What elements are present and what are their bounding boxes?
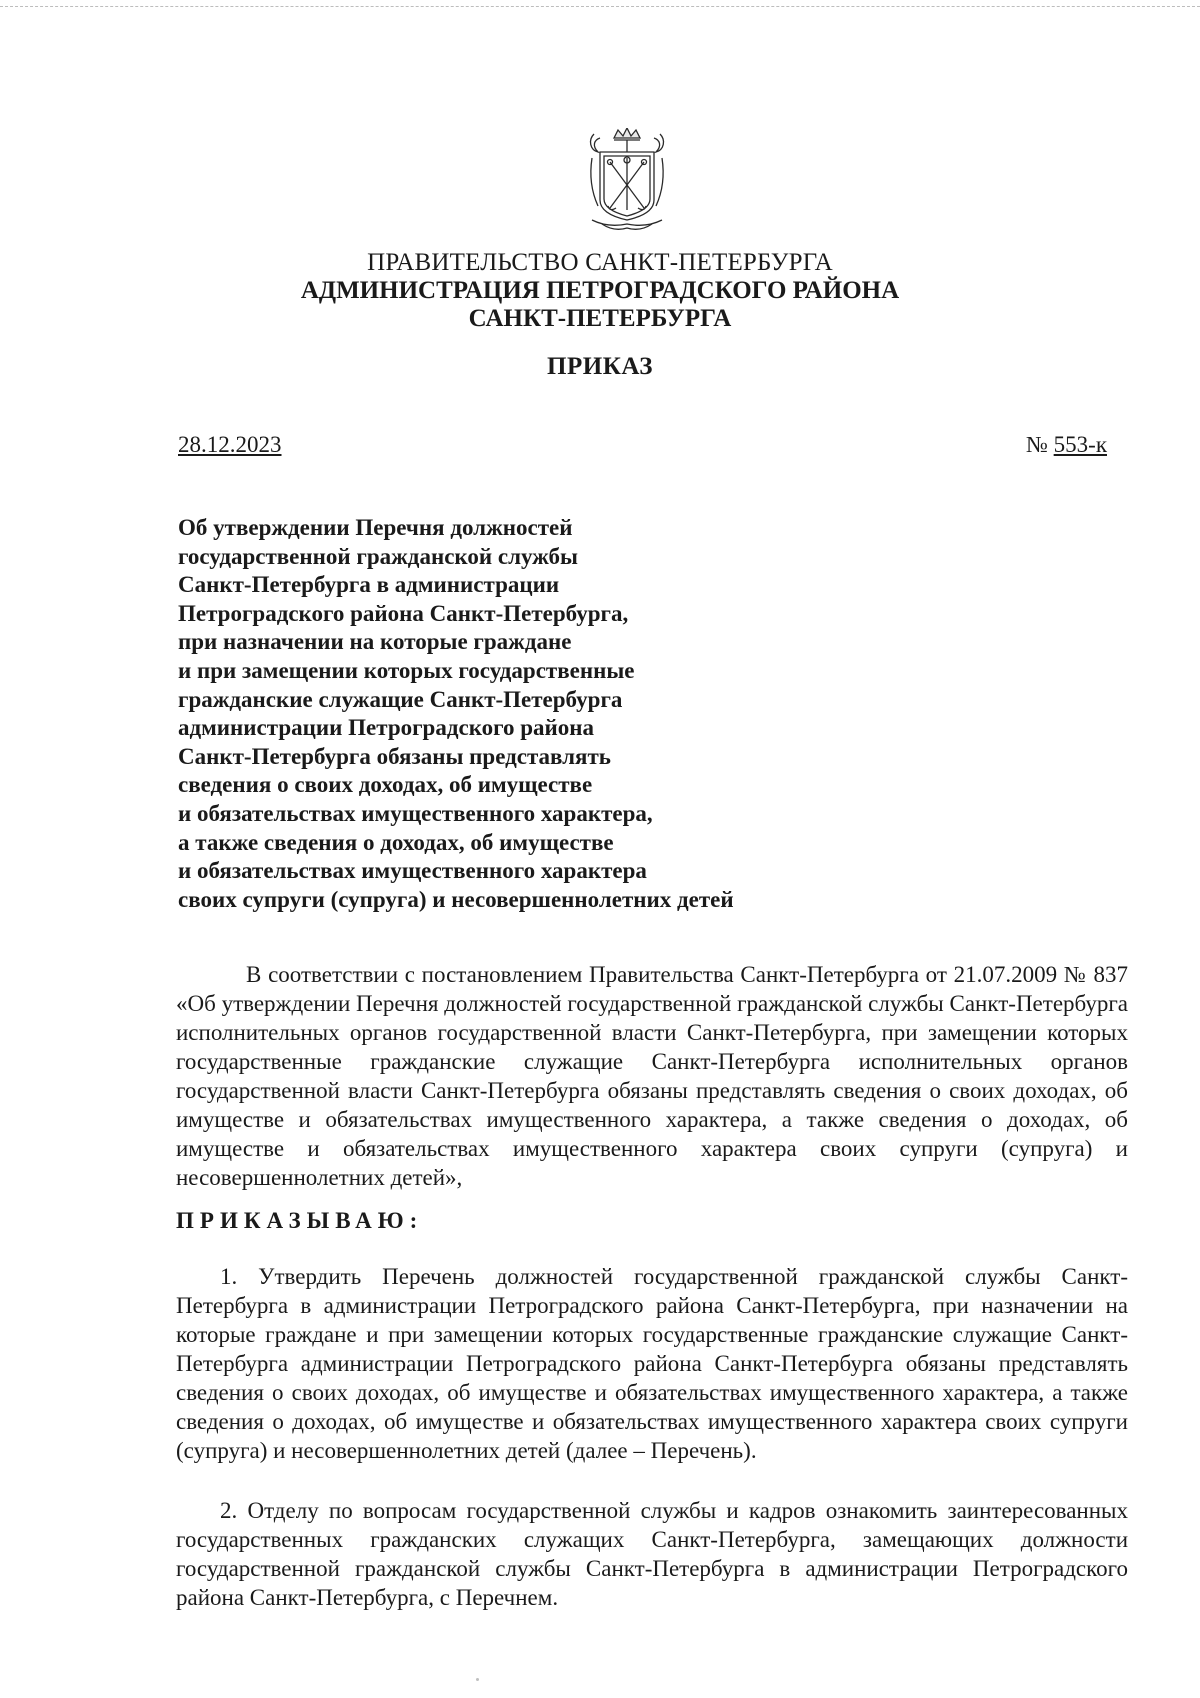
order-item-1: 1. Утвердить Перечень должностей государственной гражданской службы Санкт-Петербурга в администрации Петроградского района Санкт-Петербурга, при назначении на которые граждане и при замещении которых государственные гражданские служащие Санкт-Петербурга администрации Петроградского района Санкт-Петербурга обязаны представлять сведения о своих доходах, об имуществе и обязательствах имущественного характера, а также сведения о доходах, об имуществе и обязательствах имущественного характера своих супруги (супруга) и несовершеннолетних детей (далее – Перечень). xyxy=(176,1264,1128,1463)
subject-line: и обязательствах имущественного характера, xyxy=(178,800,653,826)
document-date: 28.12.2023 xyxy=(178,432,282,457)
subject-line: Санкт-Петербурга в администрации xyxy=(178,572,560,598)
administration-name-line-2: САНКТ-ПЕТЕРБУРГА xyxy=(468,305,732,332)
subject-line: гражданские служащие Санкт-Петербурга xyxy=(178,686,623,712)
number-prefix: № xyxy=(1025,432,1048,457)
order-subject xyxy=(178,514,818,914)
subject-line: Об утверждении Перечня должностей xyxy=(178,515,573,540)
government-name: ПРАВИТЕЛЬСТВО САНКТ-ПЕТЕРБУРГА xyxy=(367,249,833,276)
subject-line: и при замещении которых государственные xyxy=(178,657,635,683)
scan-top-edge xyxy=(0,6,1200,7)
subject-line: Петроградского района Санкт-Петербурга, xyxy=(178,600,629,626)
subject-line: администрации Петроградского района xyxy=(178,715,595,741)
number-value: 553-к xyxy=(1053,432,1107,457)
scan-speck xyxy=(476,1678,479,1681)
subject-line: государственной гражданской службы xyxy=(178,543,578,569)
subject-line: своих супруги (супруга) и несовершеннолетних детей xyxy=(178,886,734,912)
administration-name-line-1: АДМИНИСТРАЦИЯ ПЕТРОГРАДСКОГО РАЙОНА xyxy=(300,277,900,304)
document-type-title: ПРИКАЗ xyxy=(547,353,653,380)
subject-line: Санкт-Петербурга обязаны представлять xyxy=(178,743,611,769)
coat-of-arms-icon xyxy=(586,128,668,232)
subject-line: сведения о своих доходах, об имуществе xyxy=(178,772,593,798)
order-item-2: 2. Отделу по вопросам государственной службы и кадров ознакомить заинтересованных государственных гражданских служащих Санкт-Петербурга, замещающих должности государственной гражданской службы Санкт-Петербурга в администрации Петроградского района Санкт-Петербурга, с Перечнем. xyxy=(176,1498,1128,1610)
subject-line: при назначении на которые граждане xyxy=(178,629,572,655)
subject-line: а также сведения о доходах, об имуществе xyxy=(178,829,614,855)
document-number xyxy=(1026,432,1107,458)
orders-heading: ПРИКАЗЫВАЮ: xyxy=(176,1208,424,1233)
subject-line: и обязательствах имущественного характера xyxy=(178,858,647,884)
preamble-paragraph: В соответствии с постановлением Правительства Санкт-Петербурга от 21.07.2009 № 837 «Об утверждении Перечня должностей государственной гражданской службы Санкт-Петербурга исполнительных органов государственной власти Санкт-Петербурга, при замещении которых государственные гражданские служащие Санкт-Петербурга исполнительных органов государственной власти Санкт-Петербурга обязаны представлять сведения о своих доходах, об имуществе и обязательствах имущественного характера, а также сведения о доходах, об имуществе и обязательствах имущественного характера своих супруги (супруга) и несовершеннолетних детей», xyxy=(176,962,1128,1190)
